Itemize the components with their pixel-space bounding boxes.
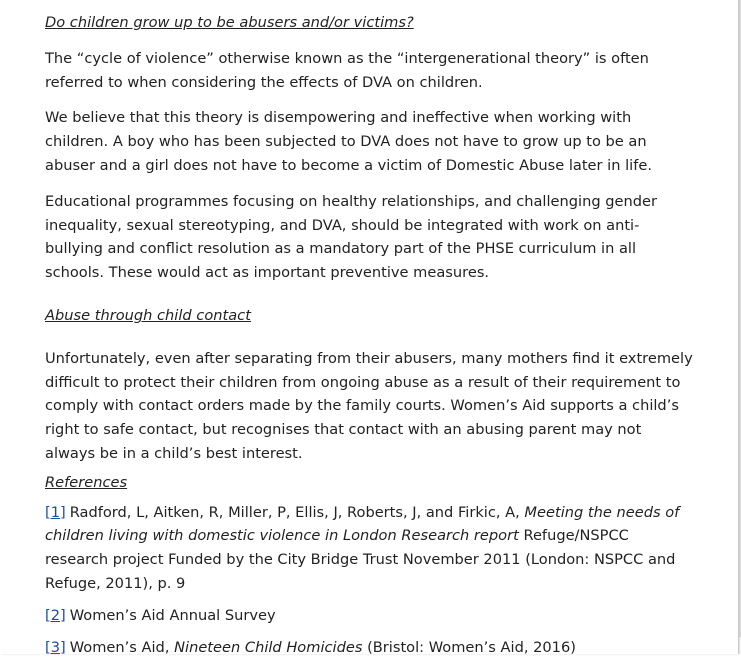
reference-details: (Bristol: Women’s Aid, 2016) <box>362 638 576 656</box>
paragraph-educational-programmes: Educational programmes focusing on healthy relationships, and challenging gender inequality, sexual stereotyping, and DVA, should be integrated with work on anti-bullying and conflict resolution as a mandatory part of the PHSE curriculum in all schools. These would act as important preventive measures. <box>45 192 657 282</box>
reference-authors: Women’s Aid Annual Survey <box>69 606 276 624</box>
page-content <box>45 11 695 667</box>
reference-item-1 <box>45 501 695 596</box>
paragraph-child-contact: Unfortunately, even after separating from their abusers, many mothers find it extremely difficult to protect their children from ongoing abuse as a result of their requirement to comply with contact orders made by the family courts. Women’s Aid supports a child’s right to safe contact, but recognises that contact with an abusing parent may not always be in a child’s best interest. <box>45 349 693 462</box>
reference-authors: Women’s Aid, <box>69 638 175 656</box>
reference-link-2[interactable]: [2] <box>45 606 66 624</box>
section-heading-child-contact: Abuse through child contact <box>45 306 251 324</box>
reference-item-3 <box>45 636 695 660</box>
section-heading-children-victims: Do children grow up to be abusers and/or victims? <box>45 14 414 31</box>
reference-item-2 <box>45 604 695 628</box>
paragraph-theory-disempowering: We believe that this theory is disempowering and ineffective when working with children. A boy who has been subjected to DVA does not have to grow up to be an abuser and a girl does not have to become a victim of Domestic Abuse later in life. <box>45 109 652 174</box>
reference-authors: Radford, L, Aitken, R, Miller, P, Ellis, J, Roberts, J, and Firkic, A, <box>69 503 525 521</box>
reference-details: Refuge/NSPCC research project Funded by the City Bridge Trust November 2011 (London: NSPCC and Refuge, 2011), p. 9 <box>45 527 676 592</box>
section-heading-references: References <box>45 473 128 491</box>
reference-title: Meeting the needs of children living with domestic violence in London Research report <box>45 503 680 545</box>
reference-title: Nineteen Child Homicides <box>174 638 363 656</box>
reference-link-1[interactable]: [1] <box>45 503 66 521</box>
paragraph-cycle-of-violence: The “cycle of violence” otherwise known as the “intergenerational theory” is often referred to when considering the effects of DVA on children. <box>45 49 649 91</box>
reference-link-3[interactable]: [3] <box>45 638 66 656</box>
